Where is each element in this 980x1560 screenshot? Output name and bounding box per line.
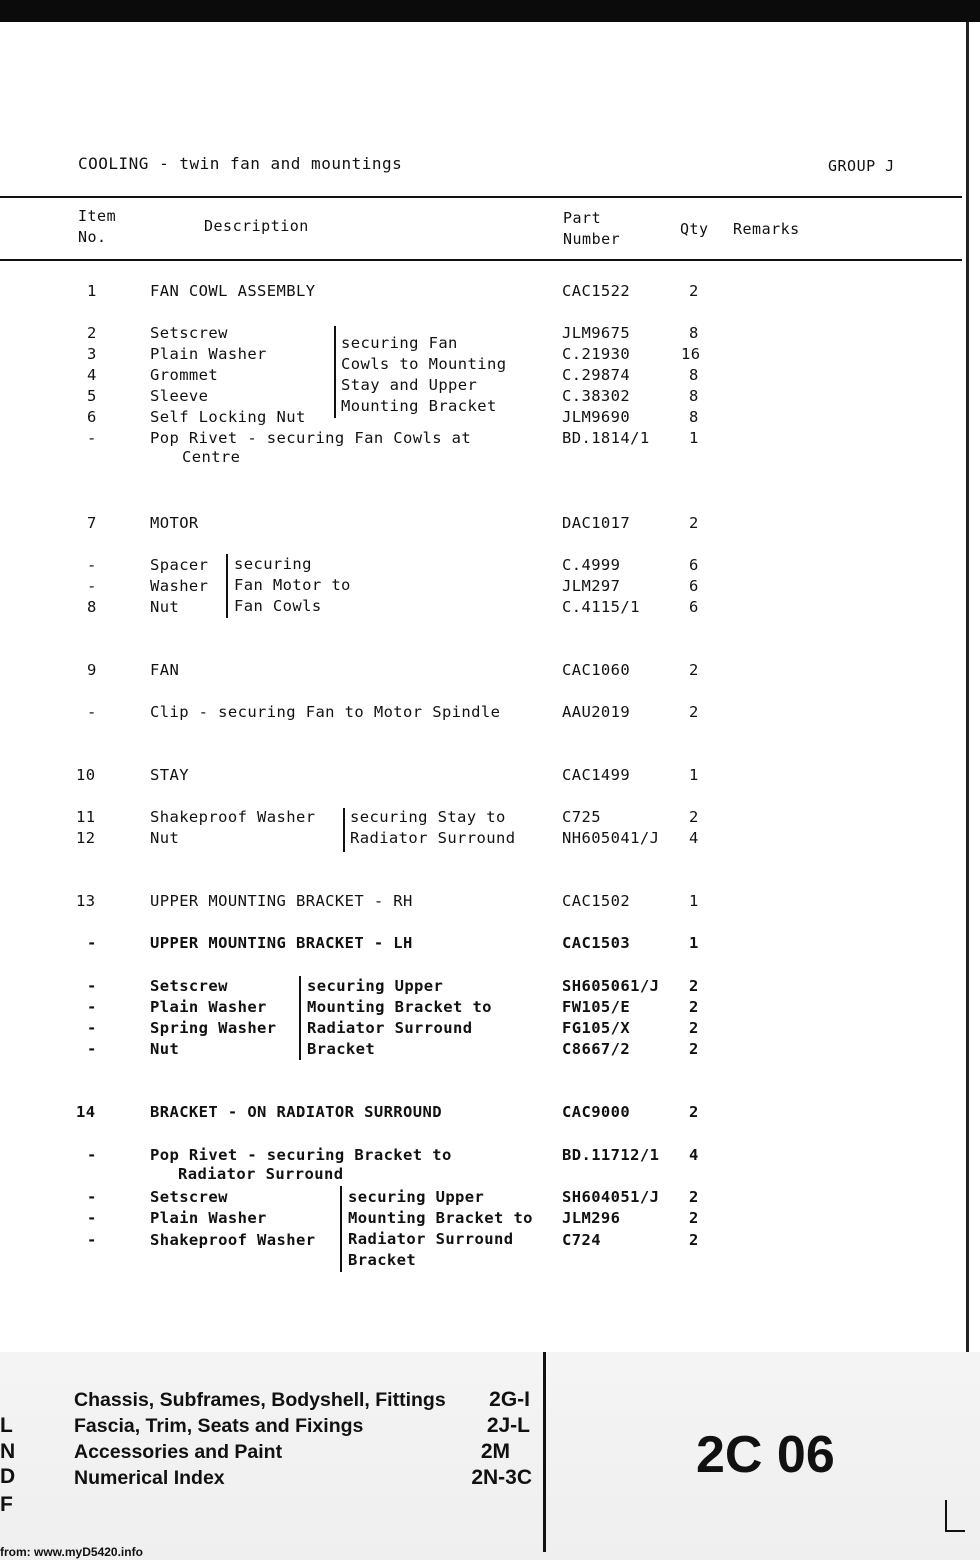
- item-number: 7: [87, 514, 97, 532]
- note-line: Radiator Surround: [307, 1019, 473, 1037]
- index-entry-label: Accessories and Paint: [74, 1441, 283, 1463]
- quantity: 1: [689, 892, 699, 910]
- quantity: 2: [689, 808, 699, 826]
- quantity: 2: [689, 1188, 699, 1206]
- part-number: SH604051/J: [562, 1188, 660, 1206]
- item-number: 5: [87, 387, 97, 405]
- part-number: FW105/E: [562, 998, 631, 1016]
- part-number: JLM296: [562, 1209, 621, 1227]
- item-number: -: [87, 977, 97, 995]
- part-number: CAC1499: [562, 766, 631, 784]
- quantity: 4: [689, 829, 699, 847]
- item-description: BRACKET - ON RADIATOR SURROUND: [150, 1103, 442, 1121]
- part-number: BD.1814/1: [562, 429, 650, 447]
- index-entry-label: Numerical Index: [74, 1467, 225, 1489]
- note-line: Bracket: [348, 1251, 417, 1269]
- note-line: Cowls to Mounting: [341, 355, 507, 373]
- quantity: 2: [689, 998, 699, 1016]
- edge-letter: D: [0, 1465, 16, 1488]
- item-number: 2: [87, 324, 97, 342]
- part-number: C.38302: [562, 387, 631, 405]
- note-line: securing Stay to: [350, 808, 506, 826]
- quantity: 1: [689, 766, 699, 784]
- quantity: 2: [689, 1209, 699, 1227]
- part-number: CAC9000: [562, 1103, 631, 1121]
- part-number: CAC1503: [562, 934, 631, 952]
- note-line: securing Upper: [307, 977, 444, 995]
- index-entry-ref: 2M: [480, 1440, 510, 1463]
- note-line: Fan Motor to: [234, 576, 351, 594]
- item-description: FAN COWL ASSEMBLY: [150, 282, 316, 300]
- page-title: COOLING - twin fan and mountings: [78, 154, 403, 173]
- item-number: 14: [76, 1103, 96, 1121]
- item-number: 1: [87, 282, 97, 300]
- note-line: Stay and Upper: [341, 376, 478, 394]
- part-number: CAC1502: [562, 892, 631, 910]
- item-number: -: [87, 1209, 97, 1227]
- note-line: Bracket: [307, 1040, 376, 1058]
- col-qty: Qty: [680, 220, 709, 238]
- quantity: 2: [689, 703, 699, 721]
- bracket-line: [226, 554, 228, 618]
- item-number: -: [87, 556, 97, 574]
- col-description: Description: [204, 217, 309, 235]
- bracket-line: [299, 976, 301, 1060]
- edge-letter: N: [0, 1440, 16, 1463]
- col-item-no: Item No.: [78, 207, 117, 246]
- item-number: 9: [87, 661, 97, 679]
- index-entry-ref: 2G-I: [489, 1388, 530, 1411]
- item-description: Plain Washer: [150, 998, 267, 1016]
- quantity: 8: [689, 387, 699, 405]
- quantity: 1: [689, 934, 699, 952]
- quantity: 2: [689, 977, 699, 995]
- right-border: [966, 22, 969, 1352]
- item-number: -: [87, 998, 97, 1016]
- item-description: Spacer: [150, 556, 209, 574]
- item-number: 3: [87, 345, 97, 363]
- edge-letter: L: [0, 1414, 13, 1437]
- item-description: Pop Rivet - securing Fan Cowls at: [150, 429, 472, 447]
- part-number: SH605061/J: [562, 977, 660, 995]
- page-number: 2C 06: [696, 1426, 835, 1484]
- item-number: 11: [76, 808, 96, 826]
- quantity: 16: [681, 345, 701, 363]
- source-watermark: from: www.myD5420.info: [0, 1545, 143, 1559]
- group-label: GROUP J: [828, 157, 895, 175]
- header-top-rule: [0, 196, 962, 198]
- quantity: 8: [689, 408, 699, 426]
- item-number: -: [87, 1231, 97, 1249]
- note-line: Radiator Surround: [348, 1230, 514, 1248]
- quantity: 2: [689, 1019, 699, 1037]
- note-line: Mounting Bracket to: [307, 998, 492, 1016]
- item-description: Sleeve: [150, 387, 209, 405]
- quantity: 2: [689, 1103, 699, 1121]
- item-description: STAY: [150, 766, 189, 784]
- part-number: CAC1522: [562, 282, 631, 300]
- quantity: 2: [689, 661, 699, 679]
- note-line: Fan Cowls: [234, 597, 322, 615]
- item-number: -: [87, 429, 97, 447]
- item-description: Washer: [150, 577, 209, 595]
- part-number: C8667/2: [562, 1040, 631, 1058]
- item-description: Shakeproof Washer: [150, 808, 316, 826]
- item-number: -: [87, 1188, 97, 1206]
- quantity: 8: [689, 324, 699, 342]
- quantity: 6: [689, 577, 699, 595]
- index-entry-label: Fascia, Trim, Seats and Fixings: [74, 1415, 364, 1437]
- item-description: Nut: [150, 1040, 180, 1058]
- item-description: Nut: [150, 829, 180, 847]
- note-line: Mounting Bracket: [341, 397, 497, 415]
- part-number: CAC1060: [562, 661, 631, 679]
- continuation-text: Radiator Surround: [178, 1165, 344, 1183]
- item-number: -: [87, 703, 97, 721]
- item-description: Pop Rivet - securing Bracket to: [150, 1146, 452, 1164]
- item-number: 8: [87, 598, 97, 616]
- part-number: C725: [562, 808, 601, 826]
- note-line: securing Upper: [348, 1188, 485, 1206]
- item-number: 10: [76, 766, 96, 784]
- item-number: 6: [87, 408, 97, 426]
- bracket-line: [334, 326, 336, 418]
- part-number: NH605041/J: [562, 829, 660, 847]
- part-number: BD.11712/1: [562, 1146, 660, 1164]
- corner-mark: [945, 1500, 947, 1532]
- item-description: Self Locking Nut: [150, 408, 306, 426]
- col-remarks: Remarks: [733, 220, 800, 238]
- part-number: JLM297: [562, 577, 621, 595]
- quantity: 6: [689, 556, 699, 574]
- quantity: 4: [689, 1146, 699, 1164]
- item-description: Plain Washer: [150, 345, 267, 363]
- part-number: JLM9675: [562, 324, 631, 342]
- quantity: 2: [689, 1231, 699, 1249]
- item-number: -: [87, 934, 97, 952]
- top-border: [0, 0, 980, 22]
- item-number: -: [87, 1019, 97, 1037]
- item-number: 12: [76, 829, 96, 847]
- item-description: Grommet: [150, 366, 219, 384]
- quantity: 2: [689, 514, 699, 532]
- item-number: -: [87, 577, 97, 595]
- part-number: C.21930: [562, 345, 631, 363]
- quantity: 2: [689, 282, 699, 300]
- item-description: Nut: [150, 598, 180, 616]
- item-number: -: [87, 1040, 97, 1058]
- part-number: C.4999: [562, 556, 621, 574]
- index-entry-label: Chassis, Subframes, Bodyshell, Fittings: [74, 1389, 446, 1411]
- part-number: FG105/X: [562, 1019, 631, 1037]
- part-number: DAC1017: [562, 514, 631, 532]
- note-line: securing: [234, 555, 312, 573]
- footer-separator: [543, 1352, 546, 1552]
- col-part-number: Part Number: [563, 209, 621, 248]
- item-description: UPPER MOUNTING BRACKET - RH: [150, 892, 413, 910]
- item-number: 4: [87, 366, 97, 384]
- item-description: Setscrew: [150, 977, 228, 995]
- part-number: C.29874: [562, 366, 631, 384]
- item-number: 13: [76, 892, 96, 910]
- item-number: -: [87, 1146, 97, 1164]
- part-number: JLM9690: [562, 408, 631, 426]
- bracket-line: [340, 1186, 342, 1272]
- quantity: 6: [689, 598, 699, 616]
- part-number: C724: [562, 1231, 601, 1249]
- note-line: Mounting Bracket to: [348, 1209, 533, 1227]
- item-description: Setscrew: [150, 1188, 228, 1206]
- note-line: Radiator Surround: [350, 829, 516, 847]
- quantity: 1: [689, 429, 699, 447]
- item-description: Setscrew: [150, 324, 228, 342]
- index-entry-ref: 2N-3C: [471, 1466, 532, 1489]
- continuation-text: Centre: [182, 448, 241, 466]
- item-description: Clip - securing Fan to Motor Spindle: [150, 703, 501, 721]
- item-description: Shakeproof Washer: [150, 1231, 316, 1249]
- quantity: 2: [689, 1040, 699, 1058]
- item-description: UPPER MOUNTING BRACKET - LH: [150, 934, 413, 952]
- note-line: securing Fan: [341, 334, 458, 352]
- item-description: Plain Washer: [150, 1209, 267, 1227]
- bracket-line: [343, 808, 345, 852]
- index-entry-ref: 2J-L: [486, 1414, 530, 1437]
- item-description: MOTOR: [150, 514, 199, 532]
- part-number: AAU2019: [562, 703, 631, 721]
- item-description: FAN: [150, 661, 180, 679]
- header-bottom-rule: [0, 259, 962, 261]
- item-description: Spring Washer: [150, 1019, 277, 1037]
- part-number: C.4115/1: [562, 598, 640, 616]
- edge-letter: F: [0, 1493, 13, 1516]
- quantity: 8: [689, 366, 699, 384]
- corner-mark: [945, 1530, 965, 1532]
